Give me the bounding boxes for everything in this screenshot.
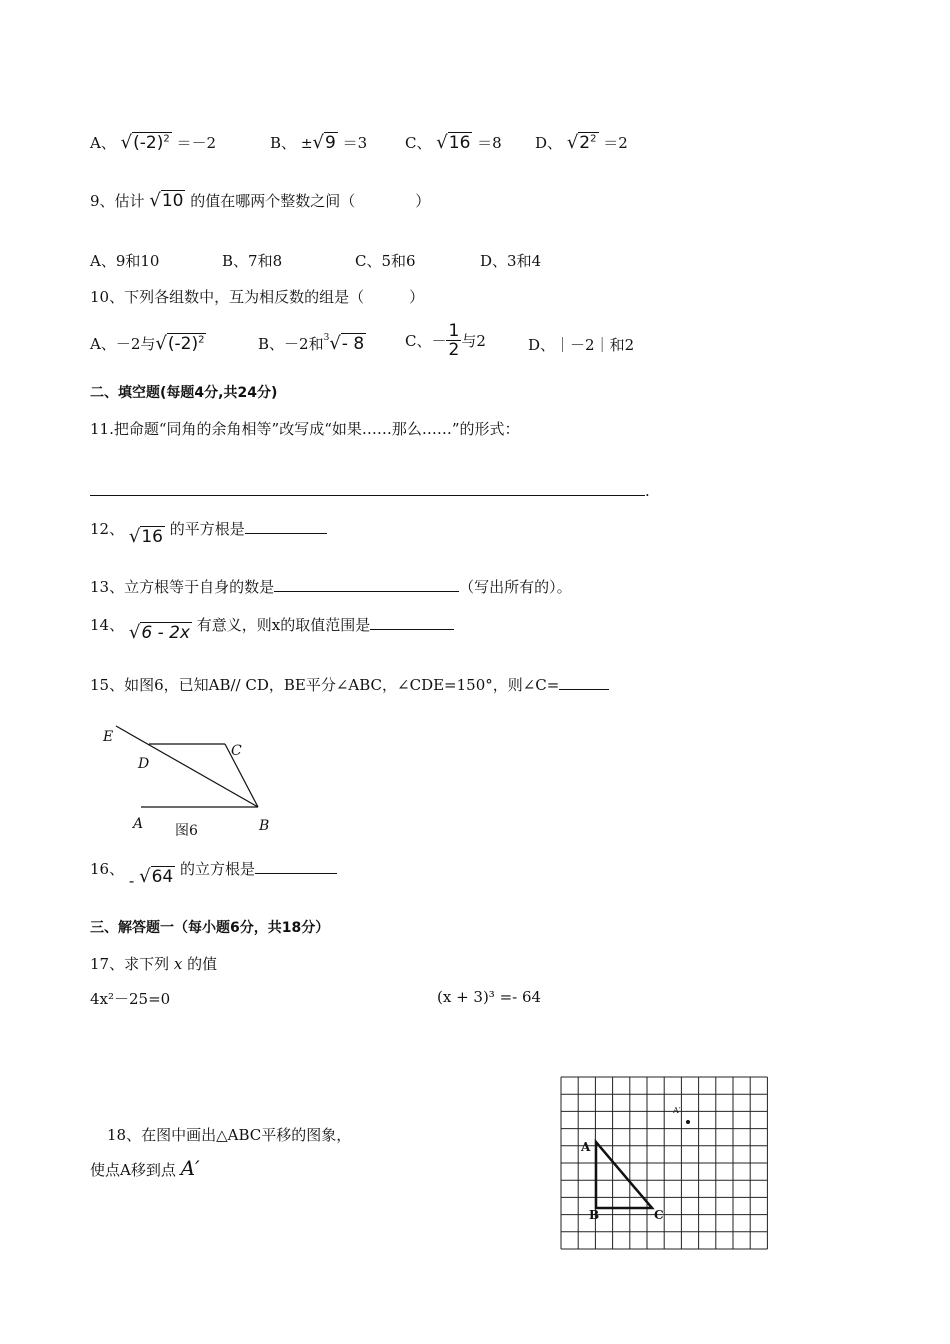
fig6-label-a: A <box>133 816 144 832</box>
fig6-caption: 图6 <box>175 823 198 839</box>
q17-stem: 17、求下列 x 的值 <box>90 955 218 973</box>
q8-option-c: C、 √16 ＝8 <box>405 132 502 153</box>
q17-equation-2: (x + 3)³ =- 64 <box>437 988 542 1006</box>
q16-stem: 16、 - √64 的立方根是 <box>90 858 337 879</box>
q10-option-a: A、－2与$√(-2)^2$ <box>90 333 205 354</box>
q10-option-b: B、－2和$^3$√- 8 <box>258 333 365 354</box>
triangle-abc <box>596 1142 652 1208</box>
grid-label-b: B <box>589 1208 600 1222</box>
q8-option-a: A、 $√(-2)^2 =-2$ <box>90 132 217 153</box>
grid-label-c: C <box>654 1208 664 1222</box>
grid-label-aprime: A′ <box>673 1106 681 1115</box>
fig6-label-e: E <box>103 729 114 745</box>
section-title-fill-in: 二、填空题(每题4分,共24分) <box>90 385 278 401</box>
q11-period: . <box>645 482 650 500</box>
q10-stem: 10、下列各组数中，互为相反数的组是（ ） <box>90 288 425 306</box>
sqrt-expression: $√(-2)^2$ <box>120 132 170 153</box>
q14-stem: 14、 √6 - 2x 有意义，则x的取值范围是 <box>90 614 454 635</box>
q9-option-b: B、7和8 <box>222 252 283 270</box>
q8-option-b: B、 ±√9 ＝3 <box>270 132 368 153</box>
q9-stem: 9、估计 √10 的值在哪两个整数之间（ ） <box>90 190 431 211</box>
grid-label-a: A <box>581 1140 591 1154</box>
section-title-solve: 三、解答题一（每小题6分，共18分） <box>90 920 330 936</box>
q9-option-c: C、5和6 <box>355 252 416 270</box>
fig6-label-b: B <box>259 818 270 834</box>
q12-stem: 12、 √16 的平方根是 <box>90 518 327 539</box>
fig6-label-d: D <box>138 756 150 772</box>
q10-option-d: D、｜－2｜和2 <box>528 336 635 354</box>
q15-stem: 15、如图6，已知AB// CD，BE平分∠ABC，∠CDE=150°，则∠C= <box>90 674 609 695</box>
q8-option-d: D、 $√2^2 =2$ <box>535 132 628 153</box>
q9-option-a: A、9和10 <box>90 252 160 270</box>
q10-option-c: C、－ $\frac{1}{2}$ 与2 <box>405 321 486 360</box>
point-a-prime <box>686 1120 690 1124</box>
q13-stem: 13、立方根等于自身的数是 （写出所有的）。 <box>90 578 572 596</box>
q18-line-2: 使点A移到点 A′ <box>90 1156 200 1180</box>
q18-line-1: 18、在图中画出△ABC平移的图象， <box>107 1126 352 1144</box>
fig6-label-c: C <box>231 743 242 759</box>
q9-option-d: D、3和4 <box>480 252 542 270</box>
q17-equation-1: 4x²－25=0 <box>90 990 171 1008</box>
q11-stem: 11.把命题“同角的余角相等”改写成“如果……那么……”的形式： <box>90 420 520 438</box>
